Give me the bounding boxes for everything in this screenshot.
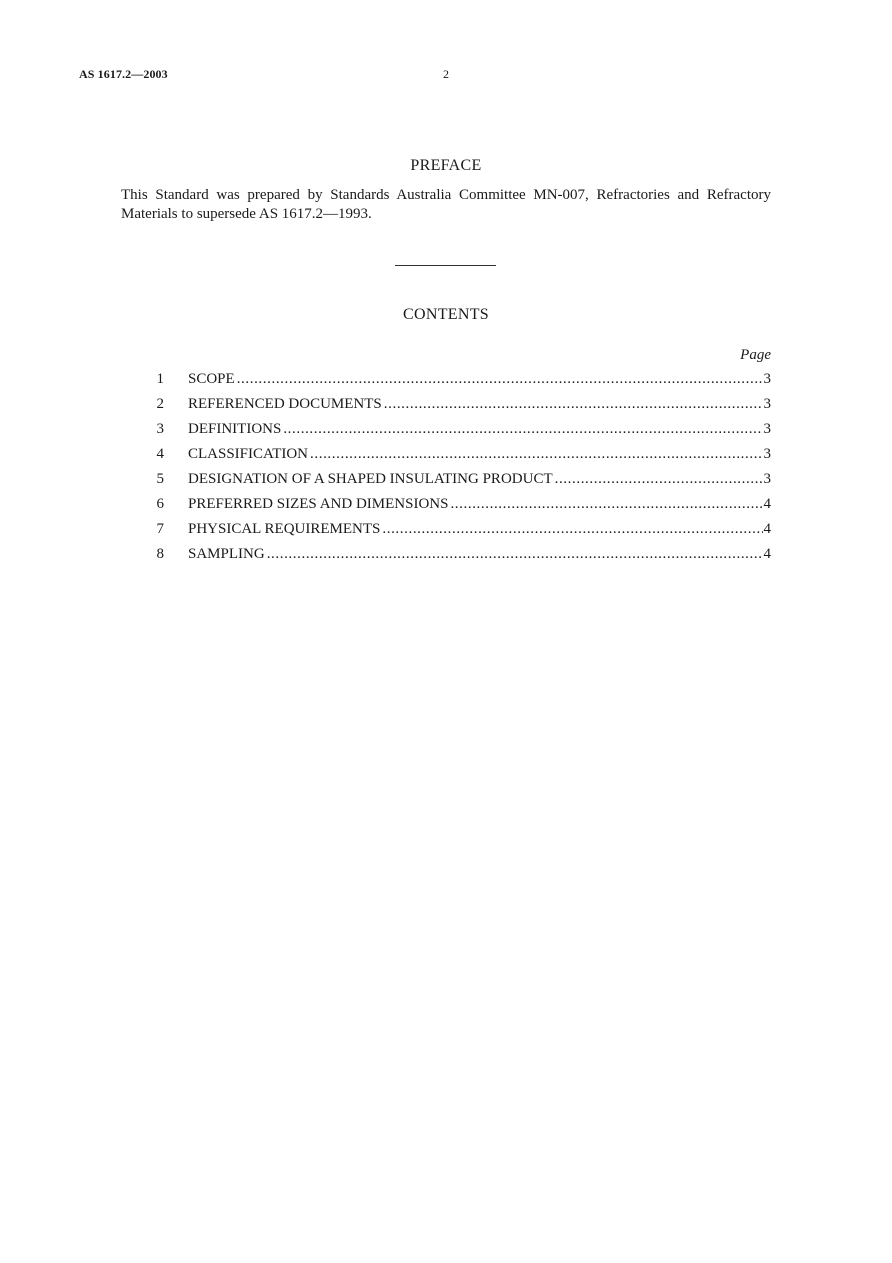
toc-entry-page: 3 bbox=[763, 471, 771, 487]
toc-dot-leader bbox=[283, 421, 762, 438]
toc-entry-page: 4 bbox=[763, 546, 771, 562]
toc-dot-leader bbox=[310, 446, 762, 463]
toc-dot-leader bbox=[237, 371, 763, 388]
toc-dot-leader bbox=[450, 496, 762, 513]
toc-dot-leader bbox=[555, 471, 763, 488]
toc-entry-title: DEFINITIONS bbox=[188, 421, 282, 437]
running-header-page-number: 2 bbox=[443, 67, 449, 81]
section-divider bbox=[395, 265, 496, 266]
toc-entry-title: PREFERRED SIZES AND DIMENSIONS bbox=[188, 496, 449, 512]
toc-entry-number: 4 bbox=[156, 446, 164, 462]
toc-dot-leader bbox=[382, 521, 762, 538]
toc-entry-title: CLASSIFICATION bbox=[188, 446, 309, 462]
toc-entry-page: 4 bbox=[763, 521, 771, 537]
toc-entry[interactable] bbox=[140, 371, 771, 396]
toc-entry-page: 3 bbox=[763, 371, 771, 387]
toc-entry-title: DESIGNATION OF A SHAPED INSULATING PRODUCT bbox=[188, 471, 553, 487]
table-of-contents bbox=[140, 371, 771, 571]
toc-entry[interactable] bbox=[140, 471, 771, 496]
toc-entry-number: 1 bbox=[156, 371, 164, 387]
toc-entry-number: 3 bbox=[156, 421, 164, 437]
toc-entry[interactable] bbox=[140, 421, 771, 446]
preface-body: This Standard was prepared by Standards Australia Committee MN-007, Refractories and Refractory Materials to supersede AS 1617.2—1993. bbox=[121, 187, 771, 222]
preface-heading: PREFACE bbox=[410, 157, 482, 174]
contents-page-column-label: Page bbox=[740, 347, 771, 363]
toc-entry-title: SCOPE bbox=[188, 371, 235, 387]
toc-entry[interactable] bbox=[140, 396, 771, 421]
toc-entry[interactable] bbox=[140, 446, 771, 471]
toc-entry-page: 4 bbox=[763, 496, 771, 512]
toc-dot-leader bbox=[384, 396, 763, 413]
toc-entry-number: 6 bbox=[156, 496, 164, 512]
toc-entry-number: 5 bbox=[156, 471, 164, 487]
toc-entry-page: 3 bbox=[763, 446, 771, 462]
toc-entry-page: 3 bbox=[763, 421, 771, 437]
toc-entry-title: REFERENCED DOCUMENTS bbox=[188, 396, 382, 412]
toc-entry-number: 8 bbox=[156, 546, 164, 562]
toc-entry-title: PHYSICAL REQUIREMENTS bbox=[188, 521, 381, 537]
contents-heading: CONTENTS bbox=[403, 306, 489, 323]
toc-dot-leader bbox=[267, 546, 763, 563]
toc-entry[interactable] bbox=[140, 496, 771, 521]
toc-entry[interactable] bbox=[140, 546, 771, 571]
toc-entry[interactable] bbox=[140, 521, 771, 546]
toc-entry-page: 3 bbox=[763, 396, 771, 412]
running-header-standard-code: AS 1617.2—2003 bbox=[79, 67, 168, 81]
toc-entry-number: 2 bbox=[156, 396, 164, 412]
toc-entry-title: SAMPLING bbox=[188, 546, 265, 562]
toc-entry-number: 7 bbox=[156, 521, 164, 537]
